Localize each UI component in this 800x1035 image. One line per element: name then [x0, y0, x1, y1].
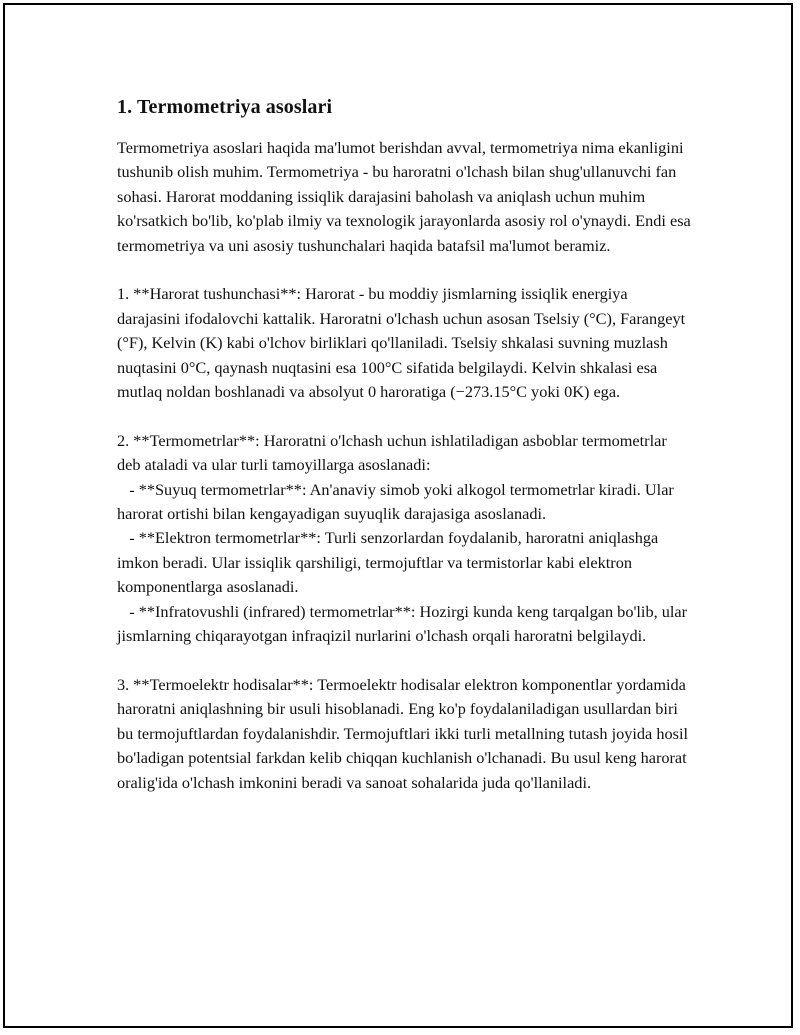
- paragraph-termometrlar: 2. **Termometrlar**: Haroratni o'lchash uchun ishlatiladigan asboblar termometrlar deb ataladi va ular turli tamoyillarga asoslanadi: - **Suyuq termometrlar**: An'anaviy simob yoki alkogol termometrlar kiradi. Ular harorat ortishi bilan kengayadigan suyuqlik darajasiga asoslanadi. - **Elektron termometrlar**: Turli senzorlardan foydalanib, haroratni aniqlashga imkon beradi. Ular issiqlik qarshiligi, termojuftlar va termistorlar kabi elektron komponentlarga asoslanadi. - **Infratovushli (infrared) termometrlar**: Hozirgi kunda keng tarqalgan bo'lib, ular jismlarning chiqarayotgan infraqizil nurlarini o'lchash orqali haroratni belgilaydi.: [117, 430, 688, 646]
- section-heading: 1. Termometriya asoslari: [117, 96, 333, 118]
- paragraph-harorat-tushunchasi: 1. **Harorat tushunchasi**: Harorat - bu moddiy jismlarning issiqlik energiya darajasini ifodalovchi kattalik. Haroratni o'lchash uchun asosan Tselsiy (°C), Farangeyt (°F), Kelvin (K) kabi o'lchov birliklari qo'llaniladi. Tselsiy shkalasi suvning muzlash nuqtasini 0°C, qaynash nuqtasini esa 100°C sifatida belgilaydi. Kelvin shkalasi esa mutlaq noldan boshlanadi va absolyut 0 haroratiga (−273.15°C yoki 0K) ega.: [117, 284, 690, 402]
- document-body: [117, 92, 695, 795]
- intro-paragraph: Termometriya asoslari haqida ma'lumot berishdan avval, termometriya nima ekanligini tushunib olish muhim. Termometriya - bu haroratni o'lchash bilan shug'ullanuvchi fan sohasi. Harorat moddaning issiqlik darajasini baholash va aniqlash uchun muhim ko'rsatkich bo'lib, ko'plab ilmiy va texnologik jarayonlarda asosiy rol o'ynaydi. Endi esa termometriya va uni asosiy tushunchalari haqida batafsil ma'lumot beramiz.: [117, 138, 695, 255]
- paragraph-termoelektr-hodisalar: 3. **Termoelektr hodisalar**: Termoelektr hodisalar elektron komponentlar yordamida haroratni aniqlashning bir usuli hisoblanadi. Eng ko'p foydalaniladigan usullardan biri bu termojuftlardan foydalanishdir. Termojuftlari ikki turli metallning tutash joyida hosil bo'ladigan potentsial farkdan kelib chiqqan kuchlanish o'lchanadi. Bu usul keng harorat oralig'ida o'lchash imkonini beradi va sanoat sohalarida juda qo'llaniladi.: [117, 674, 693, 792]
